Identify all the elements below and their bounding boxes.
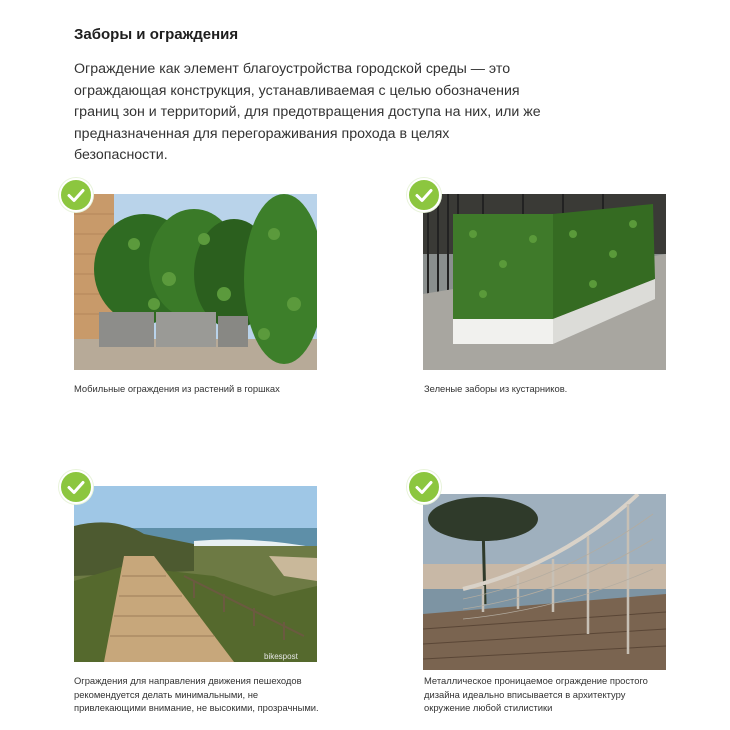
- check-icon: [59, 178, 93, 212]
- caption-pedestrian-guides: Ограждения для направления движения пешеходов рекомендуется делать минимальными, не привлекающими внимание, не высокими, прозрачными.: [74, 675, 319, 713]
- intro-paragraph: Ограждение как элемент благоустройства городской среды — это ограждающая конструкция, устанавливаемая с целью обозначения границ зон и территорий, для предотвращения доступа на них, или же предназначенная для перегораживания прохода в целях безопасности.: [74, 61, 541, 163]
- photo-potted-plants: [74, 194, 317, 370]
- check-icon: [59, 470, 93, 504]
- section-title: Заборы и ограждения: [74, 26, 239, 43]
- caption-mobile-plant-fences: Мобильные ограждения из растений в горшках: [74, 383, 280, 394]
- caption-green-hedges: Зеленые заборы из кустарников.: [424, 383, 568, 394]
- check-icon: [407, 178, 441, 212]
- caption-metal-railing: Металлическое проницаемое ограждение простого дизайна идеально вписывается в архитектуру окружение любой стилистики: [424, 675, 648, 713]
- photo-boardwalk: [74, 486, 317, 662]
- check-icon: [407, 470, 441, 504]
- photo-railing: [423, 494, 666, 670]
- photo-hedge: [423, 194, 666, 370]
- photo-watermark: bikespost: [264, 652, 298, 661]
